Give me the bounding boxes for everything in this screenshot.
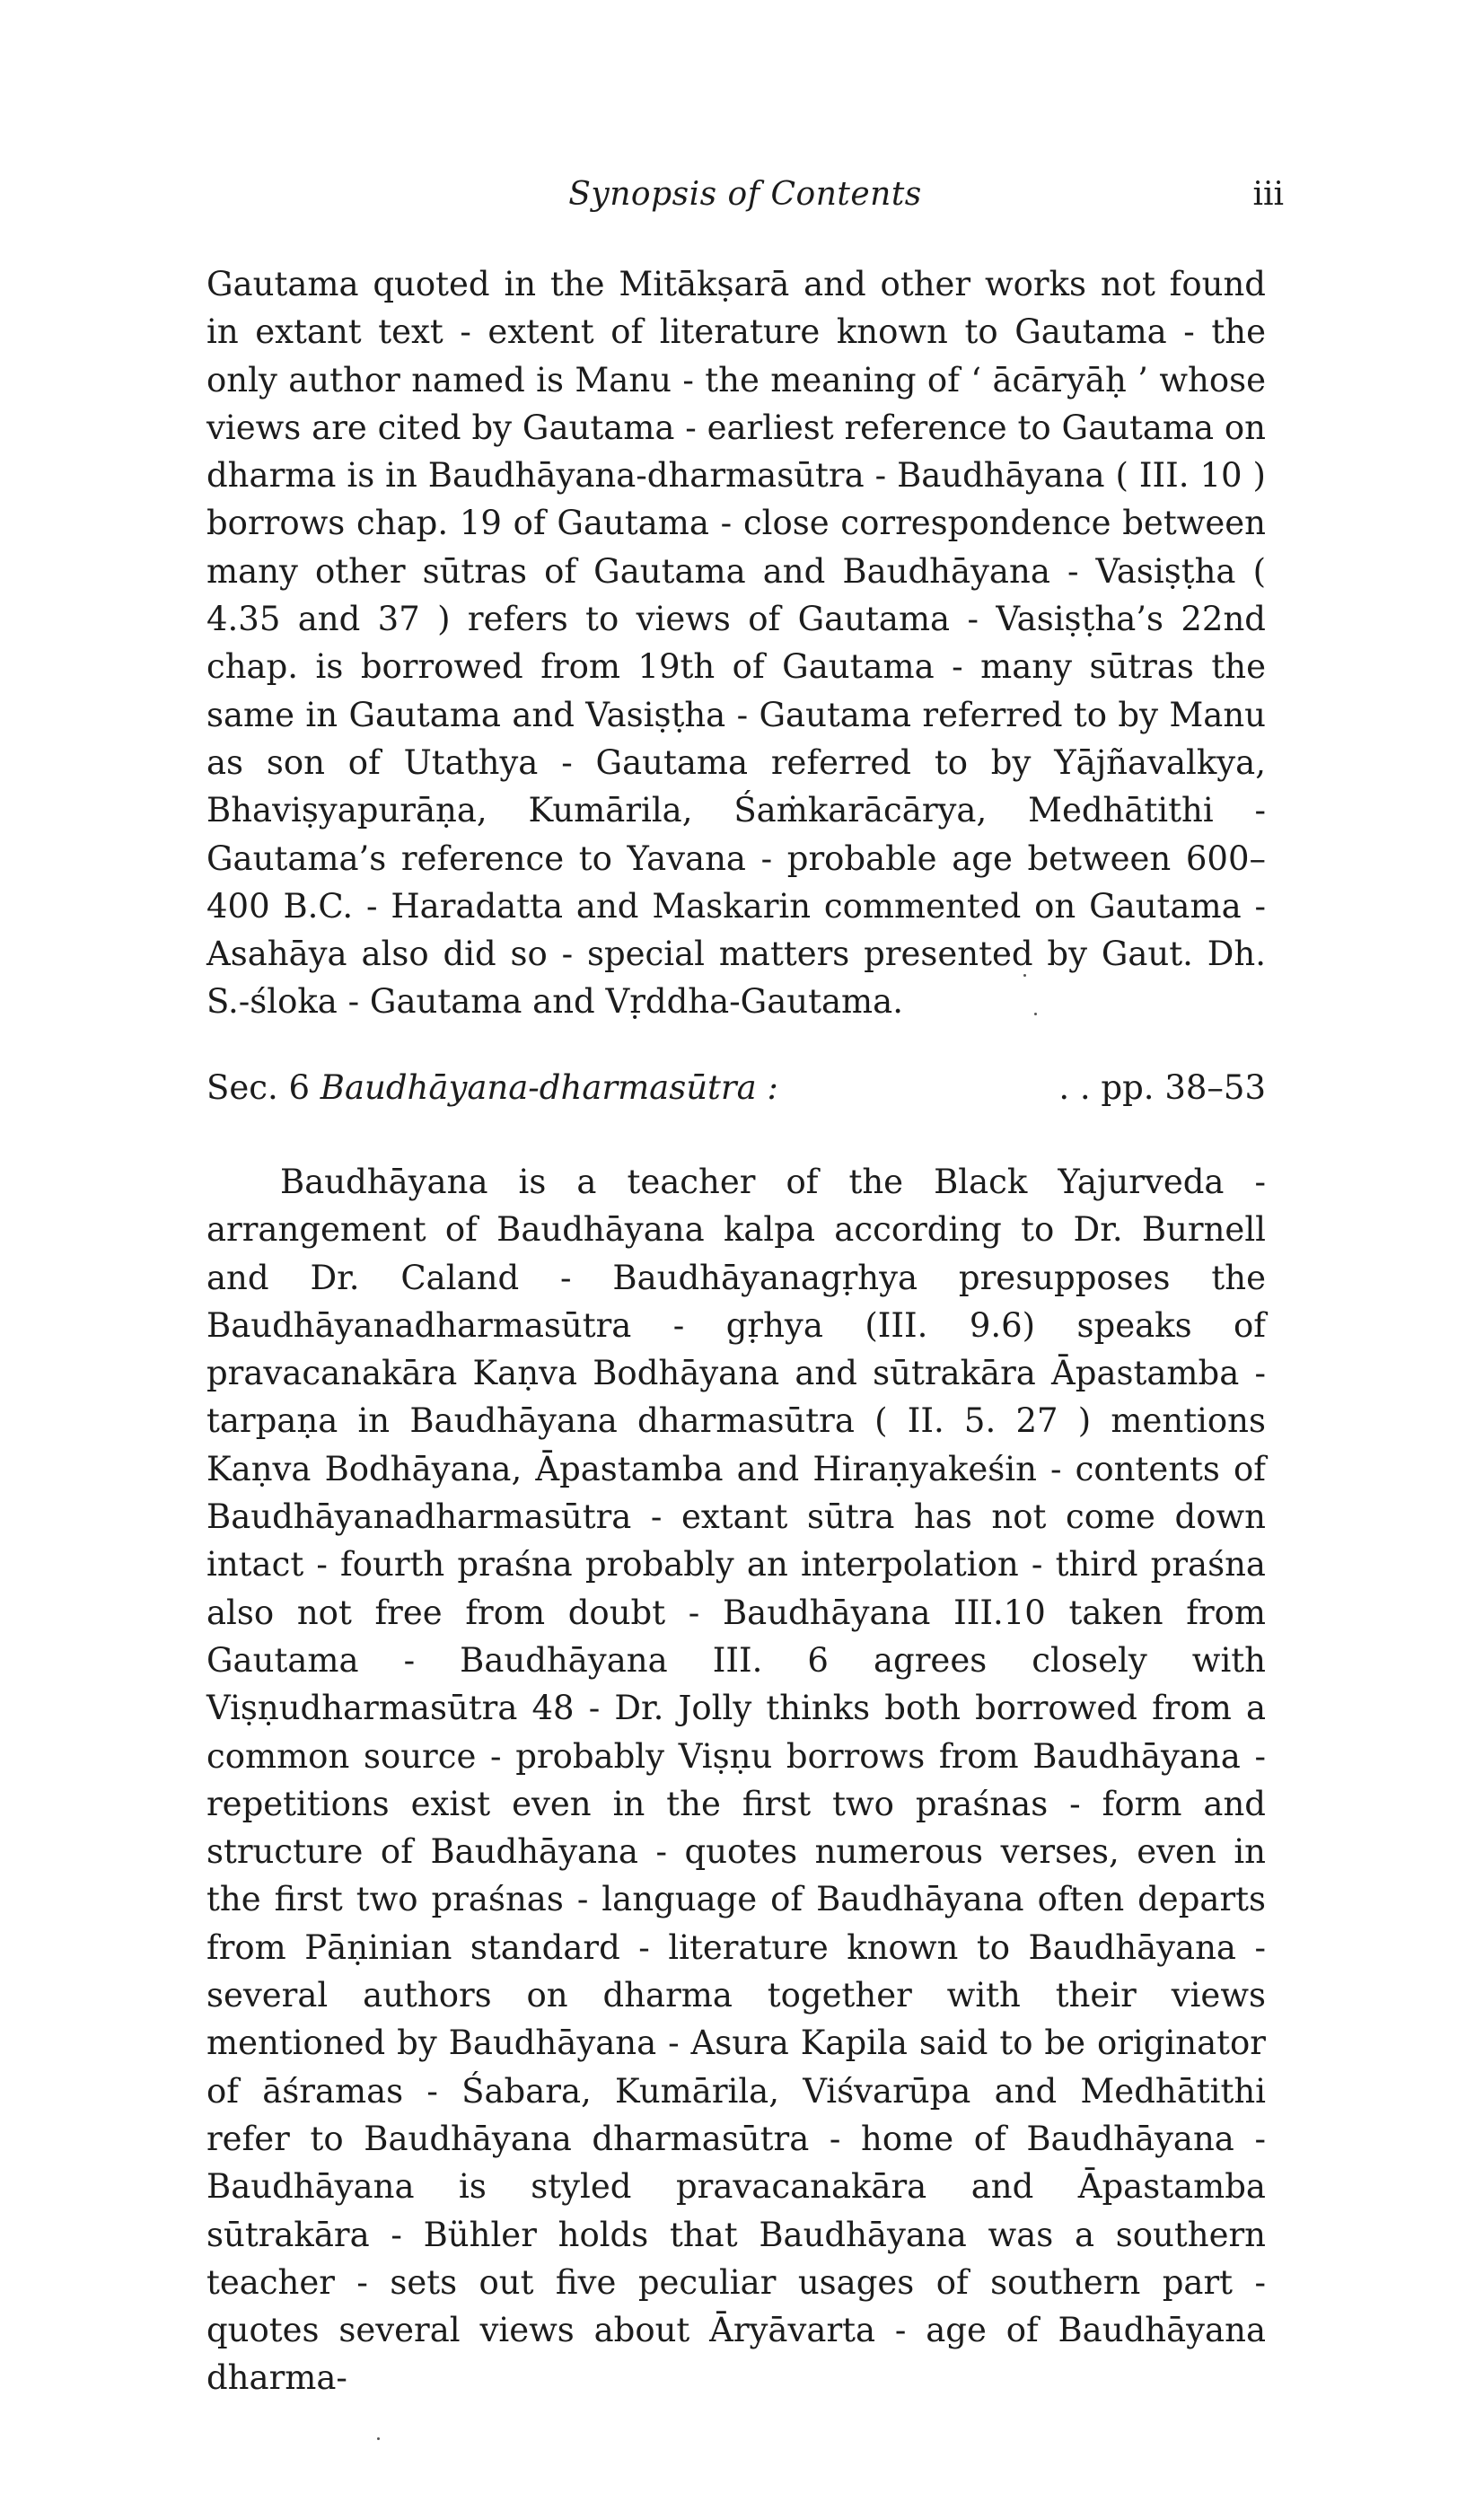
section-label-group	[206, 1068, 778, 1107]
section-page-range: . . pp. 38–53	[1058, 1068, 1266, 1107]
section-heading	[206, 1068, 1266, 1119]
running-title: Synopsis of Contents	[568, 176, 922, 213]
section-number: Sec. 6	[206, 1068, 311, 1107]
page-number: iii	[1252, 176, 1284, 213]
stray-ink-mark	[1034, 1013, 1037, 1015]
running-head	[206, 176, 1284, 230]
paragraph-gautama-synopsis: Gautama quoted in the Mitākṣarā and other works not found in extant text - extent of literature known to Gautama - the only author named is Manu - the meaning of ‘ ācāryāḥ ’ whose views are cited by Gautama - earliest reference to Gautama on dharma is in Baudhāyana-dharmasūtra - Baudhāyana ( III. 10 ) borrows chap. 19 of Gautama - close correspondence between many other sūtras of Gautama and Baudhāyana - Vasiṣṭha ( 4.35 and 37 ) refers to views of Gautama - Vasiṣṭha’s 22nd chap. is borrowed from 19th of Gautama - many sūtras the same in Gautama and Vasiṣṭha - Gautama referred to by Manu as son of Utathya - Gautama referred to by Yājñavalkya, Bhaviṣyapurāṇa, Kumārila, Śaṁkarācārya, Medhātithi - Gautama’s reference to Yavana - probable age between 600–400 B.C. - Haradatta and Maskarin commented on Gautama - Asahāya also did so - special matters presented by Gaut. Dh. S.-śloka - Gautama and Vṛddha-Gautama.	[206, 265, 1266, 1022]
stray-ink-mark	[1023, 974, 1026, 977]
paragraph-baudhayana-synopsis: Baudhāyana is a teacher of the Black Yajurveda - arrangement of Baudhāyana kalpa according to Dr. Burnell and Dr. Caland - Baudhāyanagṛhya presupposes the Baudhāyanadharmasūtra - gṛhya (III. 9.6) speaks of pravacanakāra Kaṇva Bodhāyana and sūtrakāra Āpastamba - tarpaṇa in Baudhāyana dharmasūtra ( II. 5. 27 ) mentions Kaṇva Bodhāyana, Āpastamba and Hiraṇyakeśin - contents of Baudhāyanadharmasūtra - extant sūtra has not come down intact - fourth praśna probably an interpolation - third praśna also not free from doubt - Baudhāyana III.10 taken from Gautama - Baudhāyana III. 6 agrees closely with Viṣṇudharmasūtra 48 - Dr. Jolly thinks both borrowed from a common source - probably Viṣṇu borrows from Baudhāyana - repetitions exist even in the first two praśnas - form and structure of Baudhāyana - quotes numerous verses, even in the first two praśnas - language of Baudhāyana often departs from Pāṇinian standard - literature known to Baudhāyana - several authors on dharma together with their views mentioned by Baudhāyana - Asura Kapila said to be originator of āśramas - Śabara, Kumārila, Viśvarūpa and Medhātithi refer to Baudhāyana dharmasūtra - home of Baudhāyana - Baudhāyana is styled pravacanakāra and Āpastamba sūtrakāra - Bühler holds that Baudhāyana was a southern teacher - sets out five peculiar usages of southern part - quotes several views about Āryāvarta - age of Baudhāyana dharma-	[206, 1163, 1266, 2398]
stray-ink-mark	[377, 2437, 380, 2440]
section-title: Baudhāyana-dharmasūtra :	[320, 1068, 778, 1107]
